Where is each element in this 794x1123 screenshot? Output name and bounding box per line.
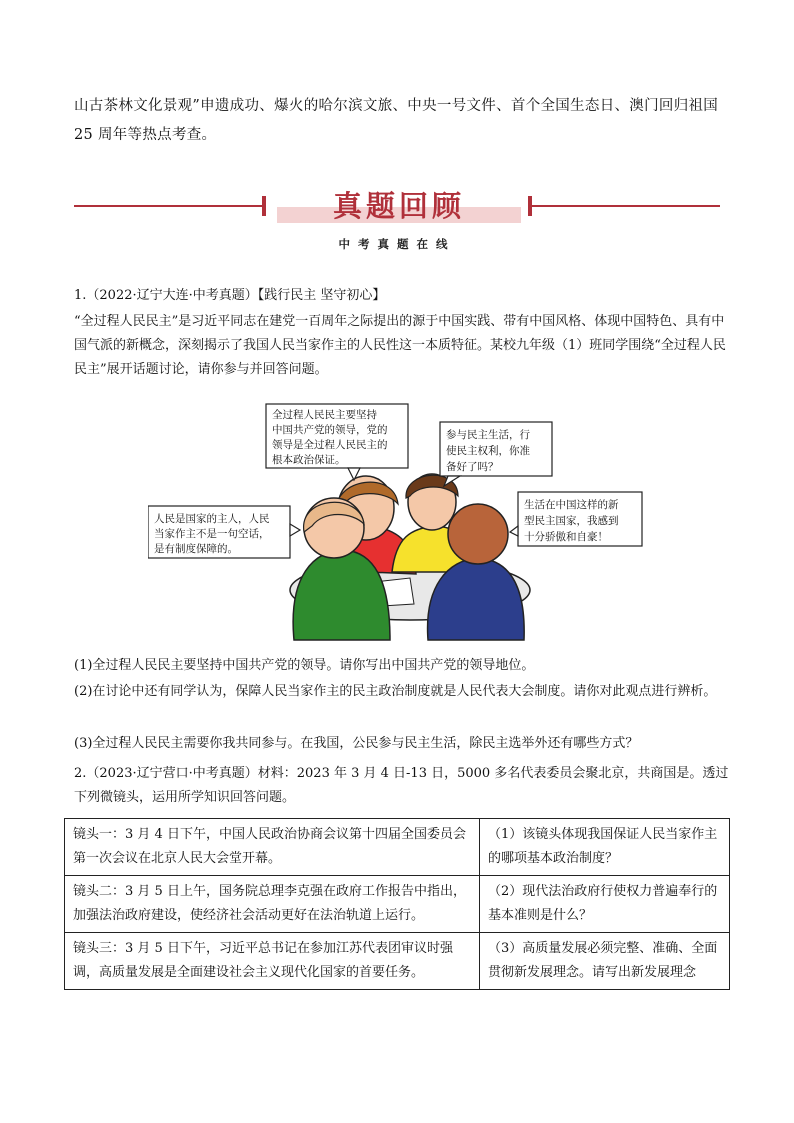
- bubble-tl-line: 领导是全过程人民民主的: [272, 439, 388, 451]
- table-row: [65, 819, 730, 876]
- q1-header: 1.（2022·辽宁大连·中考真题）【践行民主 坚守初心】: [74, 288, 386, 303]
- section-banner: [74, 186, 720, 232]
- banner-left-line: [74, 205, 262, 207]
- table-cell-question: （2）现代法治政府行使权力普遍奉行的基本准则是什么？: [480, 876, 730, 933]
- bubble-l-line: 是有制度保障的。: [154, 543, 238, 555]
- bubble-l-line: 当家作主不是一句空话，: [154, 528, 270, 540]
- section-subtitle: 中考真题在线: [338, 237, 456, 251]
- bubble-r-line: 十分骄傲和自豪！: [524, 531, 608, 543]
- q2-header: 2.（2023·辽宁营口·中考真题）材料：2023 年 3 月 4 日-13 日，5000 多名代表委员会聚北京，共商国是。透过下列微镜头，运用所学知识回答问题。: [74, 766, 729, 805]
- bubble-tl-line: 根本政治保证。: [272, 454, 346, 466]
- speech-bubble-right: [510, 492, 642, 546]
- table-row: [65, 876, 730, 933]
- bubble-r-line: 生活在中国这样的新: [524, 499, 619, 511]
- table-row: [65, 933, 730, 990]
- q1-sub2: (2)在讨论中还有同学认为，保障人民当家作主的民主政治制度就是人民代表大会制度。请你对此观点进行辨析。: [74, 684, 717, 699]
- speech-bubble-top-left: [266, 404, 408, 480]
- table-cell-question: （1）该镜头体现我国保证人民当家作主的哪项基本政治制度？: [480, 819, 730, 876]
- intro-paragraph: 山古茶林文化景观”申遗成功、爆火的哈尔滨文旅、中央一号文件、首个全国生态日、澳门回归祖国 25 周年等热点考查。: [74, 98, 719, 143]
- q1-sub3: (3)全过程人民民主需要你我共同参与。在我国，公民参与民主生活，除民主选举外还有哪些方式？: [74, 736, 639, 751]
- bubble-tr-line: 备好了吗？: [446, 461, 499, 473]
- table-cell-shot: 镜头三：3 月 5 日下午，习近平总书记在参加江苏代表团审议时强调，高质量发展是全面建设社会主义现代化国家的首要任务。: [65, 933, 480, 990]
- q2-table: [64, 818, 730, 990]
- section-title: 真题回顾: [332, 189, 465, 223]
- q1-body: “全过程人民民主”是习近平同志在建党一百周年之际提出的源于中国实践、带有中国风格、体现中国特色、具有中国气派的新概念，深刻揭示了我国人民当家作主的人民性这一本质特征。某校九年级（1）班同学围绕“全过程人民民主”展开话题讨论，请你参与并回答问题。: [74, 314, 726, 377]
- bubble-r-line: 型民主国家，我感到: [524, 515, 619, 527]
- bubble-tr-line: 使民主权利，你准: [446, 445, 530, 457]
- svg-text:生活在中国这样的新 型民主国家，我感到: [524, 498, 622, 543]
- speech-bubble-top-right: [440, 422, 552, 486]
- q1-sub1: (1)全过程人民民主要坚持中国共产党的领导。请你写出中国共产党的领导地位。: [74, 658, 535, 673]
- bubble-tr-line: 参与民主生活，行: [446, 429, 530, 441]
- table-cell-question: （3）高质量发展必须完整、准确、全面贯彻新发展理念。请写出新发展理念: [480, 933, 730, 990]
- speech-bubble-left: [148, 506, 300, 558]
- table-cell-shot: 镜头二：3 月 5 日上午，国务院总理李克强在政府工作报告中指出，加强法治政府建设，使经济社会活动更好在法治轨道上运行。: [65, 876, 480, 933]
- bubble-l-line: 人民是国家的主人，人民: [154, 513, 270, 525]
- bubble-tl-line: 全过程人民民主要坚持: [272, 409, 377, 421]
- banner-left-tick: [262, 196, 266, 216]
- table-cell-shot: 镜头一：3 月 4 日下午，中国人民政治协商会议第十四届全国委员会第一次会议在北京人民大会堂开幕。: [65, 819, 480, 876]
- banner-right-line: [532, 205, 720, 207]
- discussion-illustration: [148, 400, 648, 644]
- bubble-tl-line: 中国共产党的领导，党的: [272, 424, 388, 436]
